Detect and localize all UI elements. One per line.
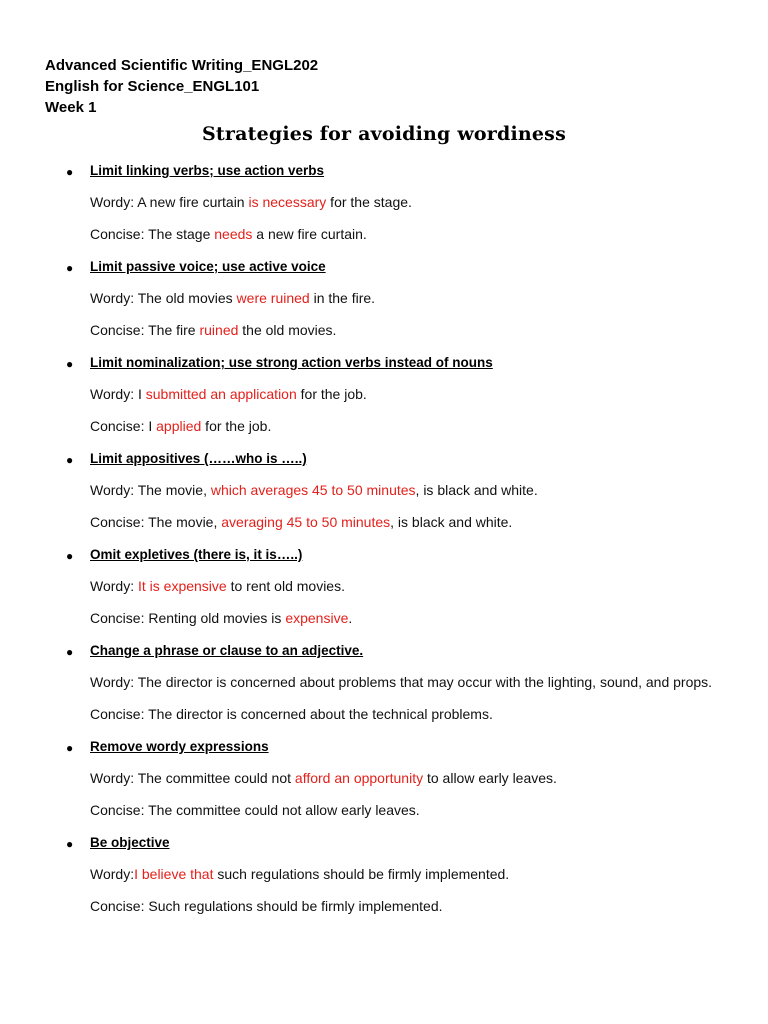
course-header	[45, 55, 318, 118]
bullet-icon: ●	[66, 453, 74, 467]
course-line-advanced: Advanced Scientific Writing_ENGL202	[45, 57, 319, 74]
wordy-text: to rent old movies.	[226, 578, 345, 594]
concise-example	[90, 416, 730, 437]
wordy-text: to allow early leaves.	[423, 770, 557, 786]
strategy-heading-row	[0, 832, 768, 856]
concise-example	[90, 800, 730, 821]
concise-example	[90, 896, 730, 917]
wordy-text: Wordy: I	[90, 386, 146, 402]
strategy-heading: Limit appositives (……who is …..)	[90, 451, 307, 466]
concise-example	[90, 608, 730, 629]
wordy-example	[90, 768, 730, 789]
wordy-text: in the fire.	[309, 290, 376, 306]
wordy-example	[90, 288, 730, 309]
concise-highlighted-phrase: averaging 45 to 50 minutes	[221, 514, 391, 530]
strategy-heading-row	[0, 736, 768, 760]
concise-highlighted-phrase: ruined	[199, 322, 239, 338]
concise-example	[90, 704, 730, 725]
concise-text: a new fire curtain.	[252, 226, 367, 242]
concise-example	[90, 512, 730, 533]
strategy-section	[0, 640, 768, 725]
wordy-text: Wordy: The director is concerned about problems that may occur with the lighting, sound, and props.	[90, 674, 713, 690]
concise-highlighted-phrase: expensive	[285, 610, 349, 626]
wordy-text: for the job.	[296, 386, 367, 402]
strategy-heading-row	[0, 256, 768, 280]
wordy-example	[90, 576, 730, 597]
strategy-heading-row	[0, 544, 768, 568]
strategy-section	[0, 256, 768, 341]
strategy-heading: Limit nominalization; use strong action verbs instead of nouns	[90, 355, 493, 370]
strategy-section	[0, 160, 768, 245]
wordy-highlighted-phrase: It is expensive	[137, 578, 227, 594]
bullet-icon: ●	[66, 837, 74, 851]
concise-text: Concise: Such regulations should be firmly implemented.	[90, 898, 443, 914]
concise-text: .	[348, 610, 353, 626]
concise-text: Concise: The movie,	[90, 514, 222, 530]
concise-text: Concise: The committee could not allow early leaves.	[90, 802, 420, 818]
strategy-heading-row	[0, 448, 768, 472]
concise-highlighted-phrase: applied	[156, 418, 202, 434]
concise-text: Concise: I	[90, 418, 157, 434]
wordy-text: Wordy:	[90, 578, 138, 594]
wordy-highlighted-phrase: afford an opportunity	[294, 770, 424, 786]
wordy-example	[90, 672, 730, 693]
concise-text: for the job.	[201, 418, 272, 434]
concise-text: Concise: The stage	[90, 226, 215, 242]
strategy-heading: Change a phrase or clause to an adjective.	[90, 643, 364, 658]
strategy-heading: Omit expletives (there is, it is…..)	[90, 547, 303, 562]
bullet-icon: ●	[66, 357, 74, 371]
wordy-text: , is black and white.	[415, 482, 538, 498]
wordy-highlighted-phrase: were ruined	[236, 290, 310, 306]
wordy-text: for the stage.	[326, 194, 412, 210]
bullet-icon: ●	[66, 165, 74, 179]
wordy-text: Wordy: The committee could not	[90, 770, 295, 786]
wordy-example	[90, 192, 730, 213]
bullet-icon: ●	[66, 549, 74, 563]
strategy-section	[0, 544, 768, 629]
week-label: Week 1	[45, 99, 97, 116]
strategy-section	[0, 832, 768, 917]
concise-text: Concise: Renting old movies is	[90, 610, 286, 626]
strategy-heading: Be objective	[90, 835, 170, 850]
strategy-heading: Limit passive voice; use active voice	[90, 259, 326, 274]
concise-example	[90, 224, 730, 245]
wordy-example	[90, 480, 730, 501]
wordy-text: Wordy: The old movies	[90, 290, 237, 306]
bullet-icon: ●	[66, 645, 74, 659]
wordy-highlighted-phrase: which averages 45 to 50 minutes	[210, 482, 416, 498]
wordy-text: Wordy:	[90, 866, 135, 882]
bullet-icon: ●	[66, 261, 74, 275]
wordy-text: Wordy: The movie,	[90, 482, 211, 498]
course-line-english: English for Science_ENGL101	[45, 78, 260, 95]
concise-example	[90, 320, 730, 341]
strategy-section	[0, 352, 768, 437]
document-title: Strategies for avoiding wordiness	[202, 123, 566, 145]
concise-text: , is black and white.	[390, 514, 513, 530]
wordy-text: Wordy: A new fire curtain	[90, 194, 249, 210]
wordy-example	[90, 864, 730, 885]
wordy-highlighted-phrase: I believe that	[134, 866, 214, 882]
strategy-section	[0, 448, 768, 533]
concise-text: Concise: The director is concerned about the technical problems.	[90, 706, 493, 722]
strategy-heading: Remove wordy expressions	[90, 739, 269, 754]
concise-text: Concise: The fire	[90, 322, 200, 338]
concise-highlighted-phrase: needs	[214, 226, 253, 242]
strategy-heading-row	[0, 640, 768, 664]
wordy-example	[90, 384, 730, 405]
bullet-icon: ●	[66, 741, 74, 755]
strategy-section	[0, 736, 768, 821]
strategy-heading-row	[0, 352, 768, 376]
strategy-heading: Limit linking verbs; use action verbs	[90, 163, 325, 178]
wordy-highlighted-phrase: is necessary	[248, 194, 327, 210]
wordy-text: such regulations should be firmly implemented.	[213, 866, 510, 882]
strategy-list	[0, 160, 768, 928]
concise-text: the old movies.	[238, 322, 337, 338]
wordy-highlighted-phrase: submitted an application	[145, 386, 297, 402]
strategy-heading-row	[0, 160, 768, 184]
